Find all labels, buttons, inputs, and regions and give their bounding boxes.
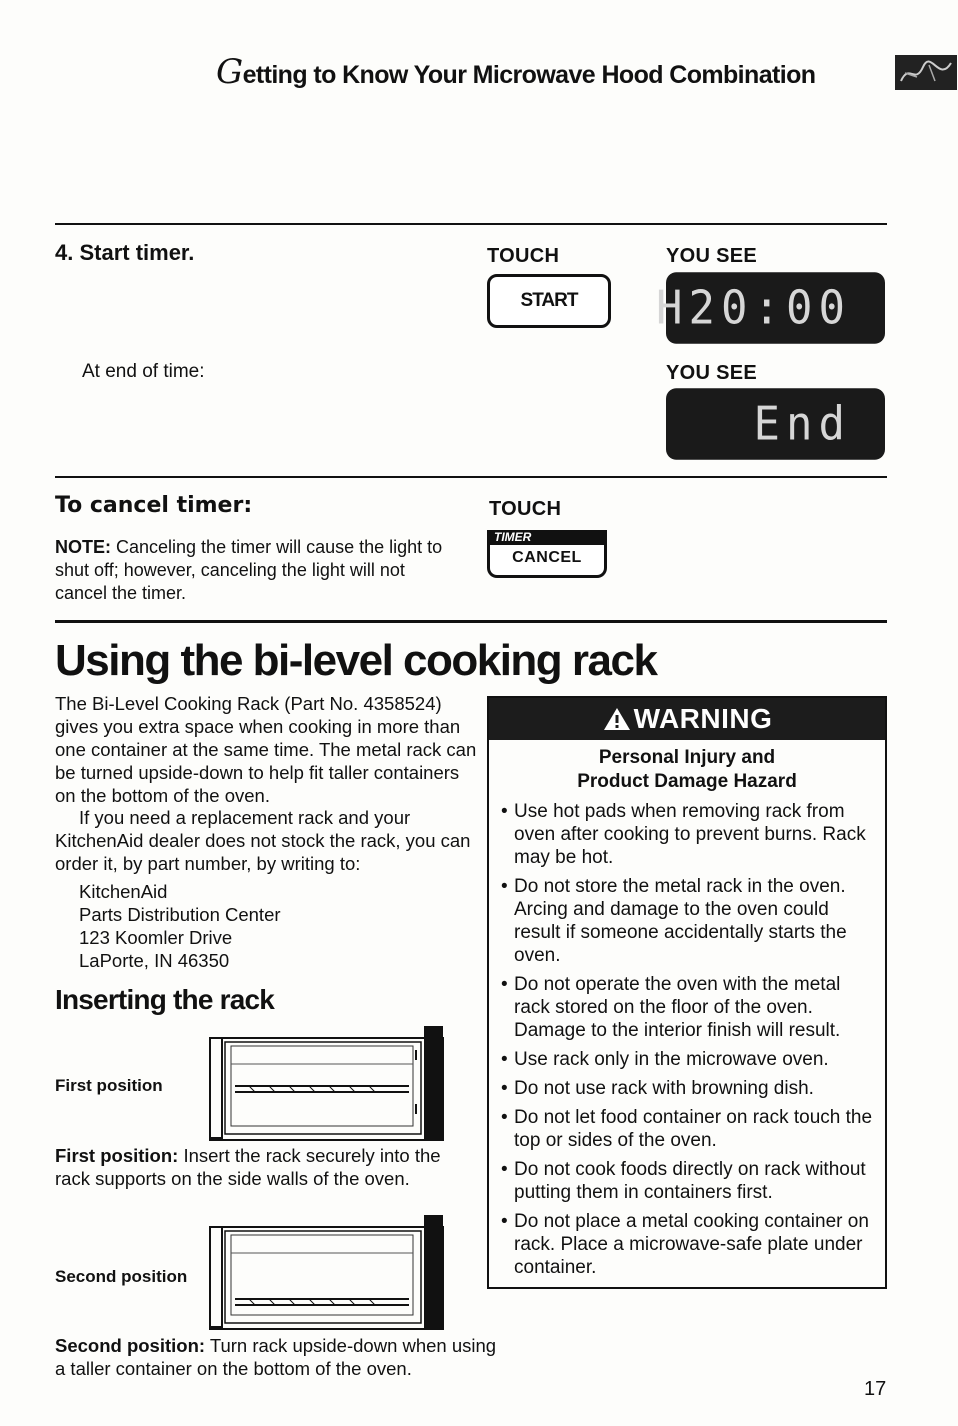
oven-rack-second-position-illustration xyxy=(209,1213,445,1331)
header-title-initial: G xyxy=(216,52,243,92)
second-position-label: Second position xyxy=(55,1267,188,1286)
touch-label-2: TOUCH xyxy=(489,498,562,520)
address-block xyxy=(79,880,281,972)
bullet-icon: • xyxy=(501,1159,508,1180)
warning-item xyxy=(501,1048,875,1071)
bullet-icon: • xyxy=(501,974,508,995)
display-timer-readout: H20:00 xyxy=(666,272,885,343)
warning-item-text: Use hot pads when removing rack from oven after cooking to prevent burns. Rack may be hot. xyxy=(514,801,866,868)
second-caption-text: Turn rack upside-down when using a taller container on the bottom of the oven. xyxy=(55,1335,497,1379)
warning-item xyxy=(501,1210,875,1279)
cancel-timer-title: To cancel timer: xyxy=(55,493,253,518)
hazard-line-2: Product Damage Hazard xyxy=(577,771,797,792)
page-header-title xyxy=(216,52,815,92)
address-line: KitchenAid xyxy=(79,881,168,902)
oven-rack-first-position-illustration xyxy=(209,1024,445,1142)
warning-item-text: Do not use rack with browning dish. xyxy=(514,1078,814,1099)
warning-item xyxy=(501,875,875,967)
address-line: 123 Koomler Drive xyxy=(79,927,233,948)
header-logo-badge xyxy=(895,55,957,90)
cancel-key-label: CANCEL xyxy=(512,549,582,566)
warning-item xyxy=(501,800,875,869)
section-title-bi-level-rack: Using the bi-level cooking rack xyxy=(55,636,657,685)
you-see-label: YOU SEE xyxy=(666,245,758,267)
warning-box xyxy=(487,696,887,1289)
first-position-label: First position xyxy=(55,1076,163,1095)
step-title-start-timer: 4. Start timer. xyxy=(55,240,195,265)
inserting-rack-title: Inserting the rack xyxy=(55,984,275,1015)
warning-banner-text: WARNING xyxy=(633,703,773,734)
start-button[interactable]: START xyxy=(487,274,611,328)
end-of-time-text: At end of time: xyxy=(82,361,205,382)
address-line: LaPorte, IN 46350 xyxy=(79,950,230,971)
you-see-label-2: YOU SEE xyxy=(666,362,758,384)
cancel-note xyxy=(55,536,455,605)
note-label: NOTE: xyxy=(55,537,111,557)
divider-top xyxy=(55,223,887,225)
hazard-heading xyxy=(489,746,885,794)
first-position-caption xyxy=(55,1144,480,1190)
warning-banner xyxy=(489,698,885,740)
warning-item-text: Do not let food container on rack touch the top or sides of the oven. xyxy=(514,1107,873,1151)
timer-cancel-button[interactable] xyxy=(487,530,607,578)
bullet-icon: • xyxy=(501,1211,508,1232)
note-text: Canceling the timer will cause the light to shut off; however, canceling the light will not cancel the timer. xyxy=(55,537,443,603)
warning-item xyxy=(501,1106,875,1152)
rack-replacement-paragraph: If you need a replacement rack and your KitchenAid dealer does not stock the rack, you can order it, by part number, by writing to: xyxy=(55,807,471,874)
logo-scribble-icon xyxy=(895,55,957,90)
warning-item-text: Do not place a metal cooking container on rack. Place a microwave-safe plate under container. xyxy=(514,1211,869,1278)
warning-item xyxy=(501,1077,875,1100)
display-end-readout: End xyxy=(666,388,885,459)
timer-key-label: TIMER xyxy=(490,530,604,545)
header-title-text: etting to Know Your Microwave Hood Combination xyxy=(242,61,816,89)
address-line: Parts Distribution Center xyxy=(79,904,281,925)
bullet-icon: • xyxy=(501,1078,508,1099)
second-position-caption xyxy=(55,1334,505,1380)
bullet-icon: • xyxy=(501,801,508,822)
divider-middle xyxy=(55,476,887,478)
divider-section xyxy=(55,620,887,623)
warning-item-text: Use rack only in the microwave oven. xyxy=(514,1049,829,1070)
warning-list xyxy=(489,800,885,1279)
touch-label: TOUCH xyxy=(487,245,560,267)
first-caption-text: Insert the rack securely into the rack supports on the side walls of the oven. xyxy=(55,1145,441,1189)
warning-item xyxy=(501,1158,875,1204)
page-number: 17 xyxy=(864,1378,887,1400)
bullet-icon: • xyxy=(501,1107,508,1128)
warning-triangle-icon xyxy=(602,706,632,732)
warning-item-text: Do not store the metal rack in the oven. Arcing and damage to the oven could result if someone accidentally starts the oven. xyxy=(514,876,847,966)
hazard-line-1: Personal Injury and xyxy=(598,747,776,768)
rack-intro-paragraph: The Bi-Level Cooking Rack (Part No. 4358524) gives you extra space when cooking in more than one container at the same time. The metal rack can be turned upside-down to help fit taller containers on the bottom of the oven. xyxy=(55,693,477,806)
warning-item-text: Do not operate the oven with the metal rack stored on the floor of the oven. Damage to the interior finish will result. xyxy=(514,974,841,1041)
first-caption-label: First position: xyxy=(55,1145,179,1166)
second-caption-label: Second position: xyxy=(55,1335,206,1356)
bullet-icon: • xyxy=(501,1049,508,1070)
warning-item xyxy=(501,973,875,1042)
bullet-icon: • xyxy=(501,876,508,897)
warning-item-text: Do not cook foods directly on rack without putting them in containers first. xyxy=(514,1159,866,1203)
